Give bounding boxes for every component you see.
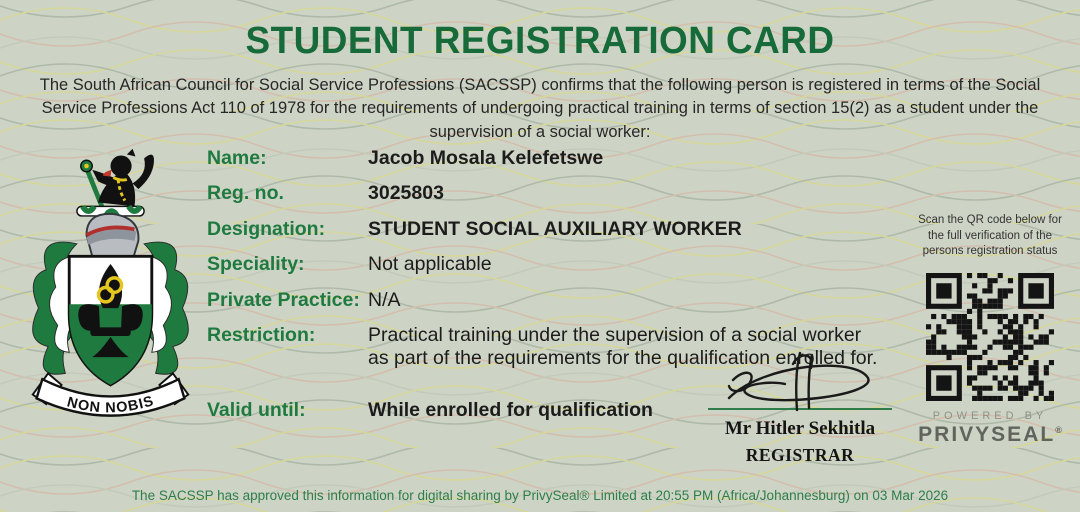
privyseal-wordmark: PRIVYSEAL	[918, 422, 1056, 446]
page-title: STUDENT REGISTRATION CARD	[245, 20, 835, 62]
field-label: Name:	[207, 147, 267, 169]
field-row-private-practice	[207, 289, 897, 312]
field-value: N/A	[368, 288, 401, 311]
shield	[69, 256, 152, 385]
intro-paragraph: The South African Council for Social Service Professions (SACSSP) confirms that the following person is registered in terms of the Social Service Professions Act 110 of 1978 for the requirements of undergoing practical training in terms of section 15(2) as a student under the supervision of a social worker:	[39, 76, 1041, 141]
privyseal-logo	[915, 423, 1065, 447]
field-value: Jacob Mosala Kelefetswe	[368, 147, 604, 169]
field-label: Restriction:	[207, 323, 316, 346]
field-value: Practical training under the supervision of a social worker as part of the requirements for the qualification enrolled for.	[368, 323, 878, 370]
qr-caption: Scan the QR code below for the full verification of the persons registration status	[918, 214, 1062, 258]
field-value: 3025803	[368, 182, 444, 205]
approval-footer: The SACSSP has approved this information for digital sharing by PrivySeal® Limited at 20:55 PM (Africa/Johannesburg) on 03 Mar 2026	[131, 488, 949, 503]
signature-scribble	[705, 350, 895, 412]
registrar-signature-block	[702, 350, 898, 466]
motto-text: NON NOBIS	[65, 393, 157, 417]
field-value: Not applicable	[368, 253, 492, 276]
field-value: While enrolled for qualification	[368, 398, 653, 421]
signature-line	[708, 408, 892, 410]
sacssp-coat-of-arms	[18, 143, 203, 431]
field-label: Reg. no.	[207, 182, 284, 205]
field-label: Designation:	[207, 217, 326, 240]
field-row-name	[207, 147, 897, 170]
powered-by-label: POWERED BY	[932, 409, 1048, 422]
qr-verification-block	[915, 213, 1065, 447]
registered-mark: ®	[1055, 424, 1062, 435]
lion-crest	[81, 149, 154, 207]
registrar-title: REGISTRAR	[745, 445, 855, 465]
field-label: Private Practice:	[207, 288, 360, 311]
field-value: STUDENT SOCIAL AUXILIARY WORKER	[368, 217, 742, 240]
field-row-designation	[207, 218, 897, 241]
field-row-speciality	[207, 253, 897, 276]
qr-code	[926, 273, 1054, 401]
field-label: Valid until:	[207, 398, 306, 421]
knight-helmet	[87, 214, 139, 260]
field-label: Speciality:	[207, 253, 305, 276]
field-row-reg-no	[207, 182, 897, 205]
registrar-name: Mr Hitler Sekhitla	[724, 418, 876, 439]
